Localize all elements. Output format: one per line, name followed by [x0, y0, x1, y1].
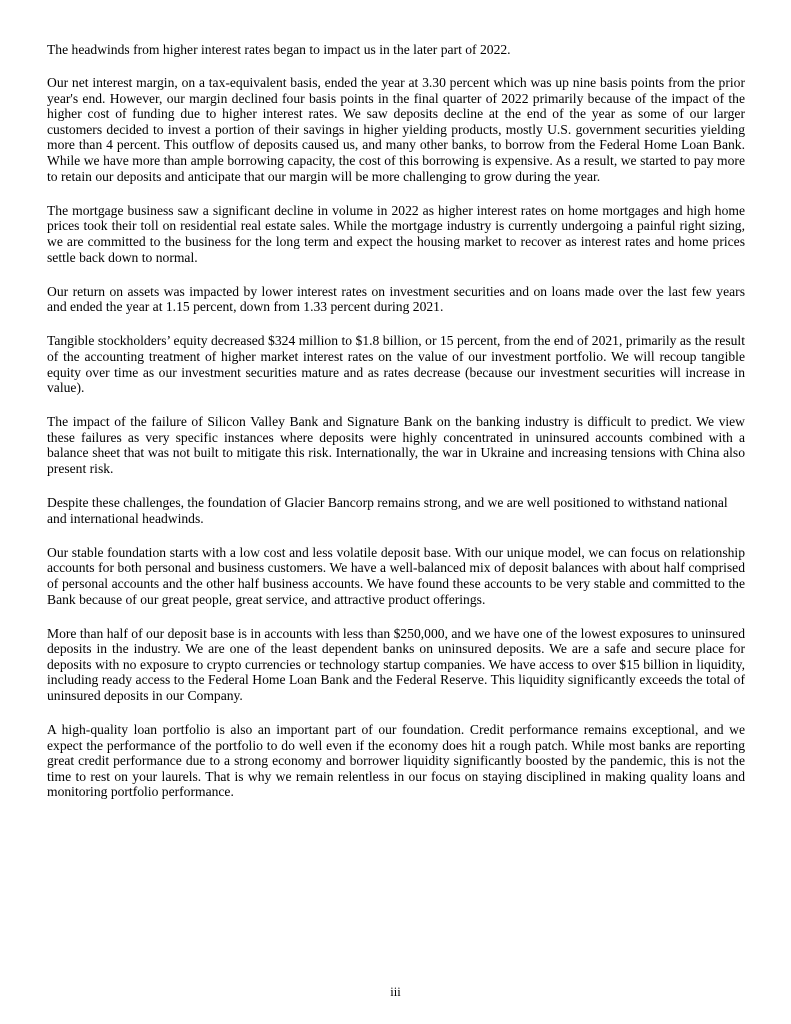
paragraph-return-on-assets: Our return on assets was impacted by lower interest rates on investment securities and on loans made over the last few years and ended the year at 1.15 percent, down from 1.33 percent during 2021. [47, 283, 745, 315]
paragraph-net-interest-margin: Our net interest margin, on a tax-equivalent basis, ended the year at 3.30 percent which was up nine basis points from the prior year's end. However, our margin declined four basis points in the final quarter of 2022 primarily because of the impact of the higher cost of funding due to higher interest rates. We saw deposits decline at the end of the year as some of our larger customers decided to invest a portion of their savings in higher yielding products, mostly U.S. government securities yielding more than 4 percent. This outflow of deposits caused us, and many other banks, to borrow from the Federal Home Loan Bank. While we have more than ample borrowing capacity, the cost of this borrowing is expensive. As a result, we started to pay more to retain our deposits and anticipate that our margin will be more challenging to grow during the year. [47, 75, 745, 184]
paragraph-loan-portfolio: A high-quality loan portfolio is also an important part of our foundation. Credit performance remains exceptional, and we expect the performance of the portfolio to do well even if the economy does hit a rough patch. While most banks are reporting great credit performance due to a strong economy and borrower liquidity significantly boosted by the pandemic, this is not the time to rest on your laurels. That is why we remain relentless in our focus on staying disciplined in making quality loans and monitoring portfolio performance. [47, 722, 745, 800]
paragraph-mortgage-business: The mortgage business saw a significant decline in volume in 2022 as higher interest rates on home mortgages and high home prices took their toll on residential real estate sales. While the mortgage industry is currently undergoing a painful right sizing, we are committed to the business for the long term and expect the housing market to recover as interest rates and home prices settle back down to normal. [47, 202, 745, 265]
paragraph-foundation-strong: Despite these challenges, the foundation of Glacier Bancorp remains strong, and we are well positioned to withstand national and international headwinds. [47, 495, 728, 526]
paragraph-tangible-equity: Tangible stockholders’ equity decreased $324 million to $1.8 billion, or 15 percent, from the end of 2021, primarily as the result of the accounting treatment of higher market interest rates on the value of our investment portfolio. We will recoup tangible equity over time as our investment securities mature and as rates decrease (because our investment securities will increase in value). [47, 333, 745, 396]
paragraph-deposit-base: Our stable foundation starts with a low cost and less volatile deposit base. With our unique model, we can focus on relationship accounts for both personal and business customers. We have a well-balanced mix of deposit balances with about half comprised of personal accounts and the other half business accounts. We have found these accounts to be very stable and committed to the Bank because of our great people, great service, and attractive product offerings. [47, 544, 745, 607]
paragraph-headwinds-intro: The headwinds from higher interest rates began to impact us in the later part of 2022. [47, 42, 511, 57]
page-number: iii [390, 985, 401, 999]
paragraph-bank-failures: The impact of the failure of Silicon Valley Bank and Signature Bank on the banking industry is difficult to predict. We view these failures as very specific instances where deposits were highly concentrated in uninsured accounts combined with a balance sheet that was not built to mitigate this risk. Internationally, the war in Ukraine and increasing tensions with China also present risk. [47, 414, 745, 476]
paragraph-uninsured-deposits: More than half of our deposit base is in accounts with less than $250,000, and we have one of the lowest exposures to uninsured deposits in the industry. We are one of the least dependent banks on uninsured deposits. We are a safe and secure place for deposits with no exposure to crypto currencies or technology startup companies. We have access to over $15 billion in liquidity, including ready access to the Federal Home Loan Bank and the Federal Reserve. This liquidity significantly exceeds the total of uninsured deposits in our Company. [47, 625, 745, 703]
letter-body [47, 42, 745, 819]
